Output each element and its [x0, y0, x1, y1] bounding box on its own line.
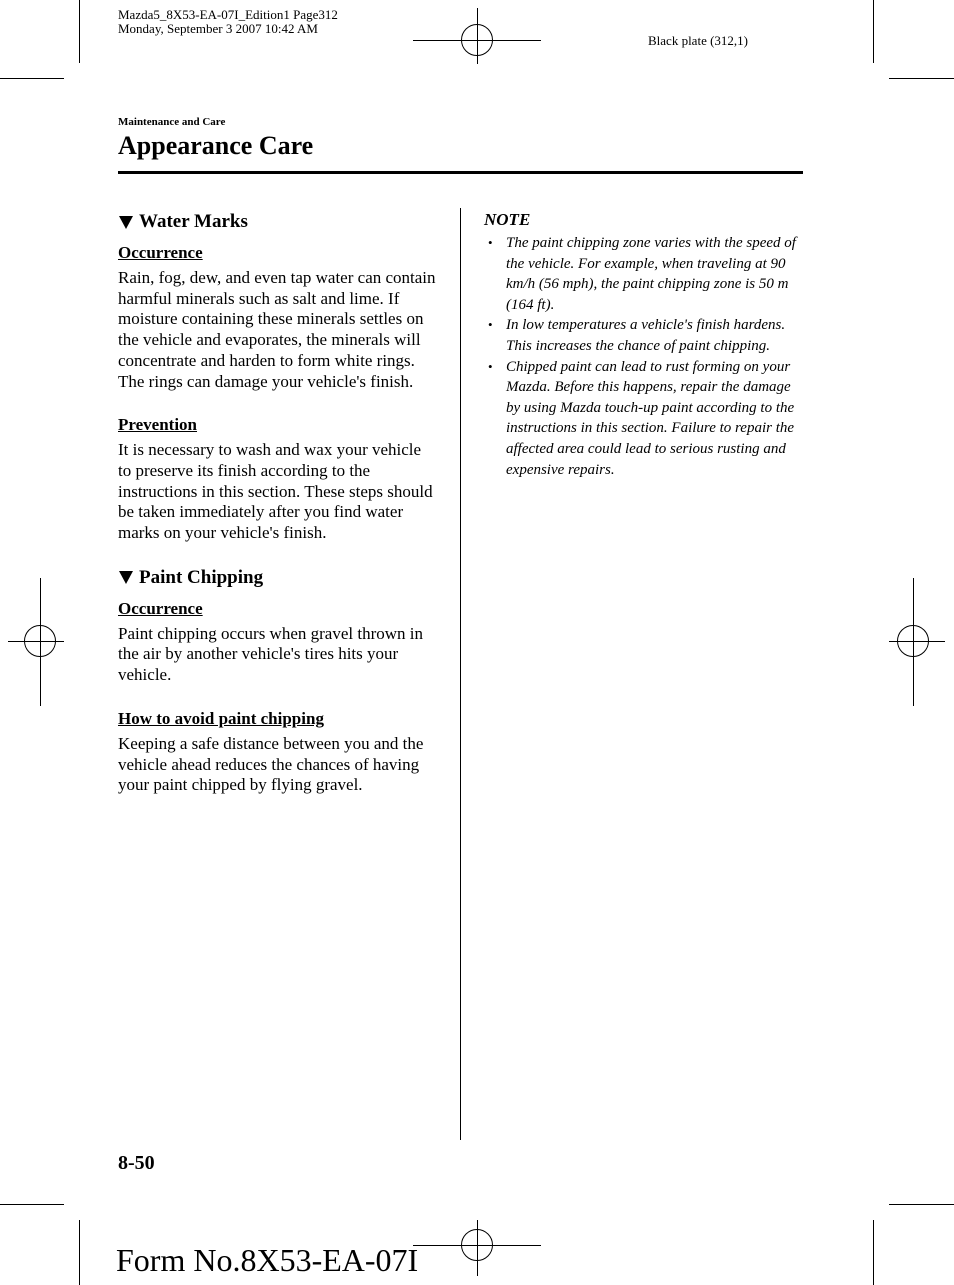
topic-heading-water-marks	[118, 208, 438, 236]
left-column	[118, 208, 438, 796]
subheading-occurrence: Occurrence	[118, 598, 203, 618]
paragraph-water-marks-occurrence: Rain, fog, dew, and even tap water can contain harmful minerals such as salt and lime. If moisture containing these minerals settles on the vehicle and evaporates, the minerals will concentrate and harden to form white rings. The rings can damage your vehicle's finish.	[118, 268, 436, 391]
topic-heading-text: Paint Chipping	[139, 566, 264, 588]
subheading-occurrence: Occurrence	[118, 243, 203, 262]
subheading-how-to-avoid: How to avoid paint chipping	[118, 708, 324, 728]
page-title: Appearance Care	[118, 131, 314, 160]
crop-mark	[873, 1220, 874, 1285]
paragraph-paint-chipping-avoid: Keeping a safe distance between you and the vehicle ahead reduces the chances of having your paint chipped by flying gravel.	[118, 733, 424, 795]
print-info	[118, 8, 338, 36]
paragraph-water-marks-prevention: It is necessary to wash and wax your vehicle to preserve its finish according to the instructions in this section. These steps should be taken immediately after you find water marks on your vehicle's finish.	[118, 440, 433, 543]
bullet-icon: •	[488, 235, 493, 250]
title-rule	[118, 171, 803, 174]
crop-mark	[889, 1204, 954, 1205]
note-item	[484, 315, 806, 356]
crop-mark	[79, 0, 80, 63]
note-title: NOTE	[484, 210, 531, 229]
crop-mark	[873, 0, 874, 63]
form-number: Form No.8X53-EA-07I	[116, 1242, 419, 1278]
print-info-date: Monday, September 3 2007 10:42 AM	[118, 21, 318, 36]
page-number: 8-50	[118, 1152, 155, 1174]
section-label: Maintenance and Care	[118, 116, 226, 128]
note-box	[484, 209, 806, 480]
note-item	[484, 233, 806, 315]
note-item-text: Chipped paint can lead to rust forming on your Mazda. Before this happens, repair the damage by using Mazda touch-up paint according to the instructions in this section. Failure to repair the affected area could lead to serious rusting and expensive repairs.	[506, 358, 795, 478]
triangle-down-icon	[119, 571, 133, 584]
column-divider	[460, 208, 461, 1140]
note-list	[484, 233, 806, 480]
note-item-text: The paint chipping zone varies with the speed of the vehicle. For example, when traveling at 90 km/h (56 mph), the paint chipping zone is 50 m (164 ft).	[506, 235, 796, 313]
bullet-icon: •	[488, 358, 493, 374]
topic-heading-text: Water Marks	[139, 211, 248, 232]
crop-mark	[0, 1204, 64, 1205]
note-item	[484, 357, 806, 481]
note-item-text: In low temperatures a vehicle's finish hardens. This increases the chance of paint chipping.	[506, 317, 786, 354]
crop-mark	[889, 78, 954, 79]
crop-mark	[0, 78, 64, 79]
bullet-icon: •	[488, 317, 493, 333]
paragraph-paint-chipping-occurrence: Paint chipping occurs when gravel thrown in the air by another vehicle's tires hits your vehicle.	[118, 623, 423, 685]
print-info-file: Mazda5_8X53-EA-07I_Edition1 Page312	[118, 7, 338, 22]
crop-mark	[79, 1220, 80, 1285]
triangle-down-icon	[119, 216, 133, 229]
plate-label: Black plate (312,1)	[648, 33, 748, 48]
topic-heading-paint-chipping	[118, 564, 438, 592]
subheading-prevention: Prevention	[118, 415, 198, 435]
